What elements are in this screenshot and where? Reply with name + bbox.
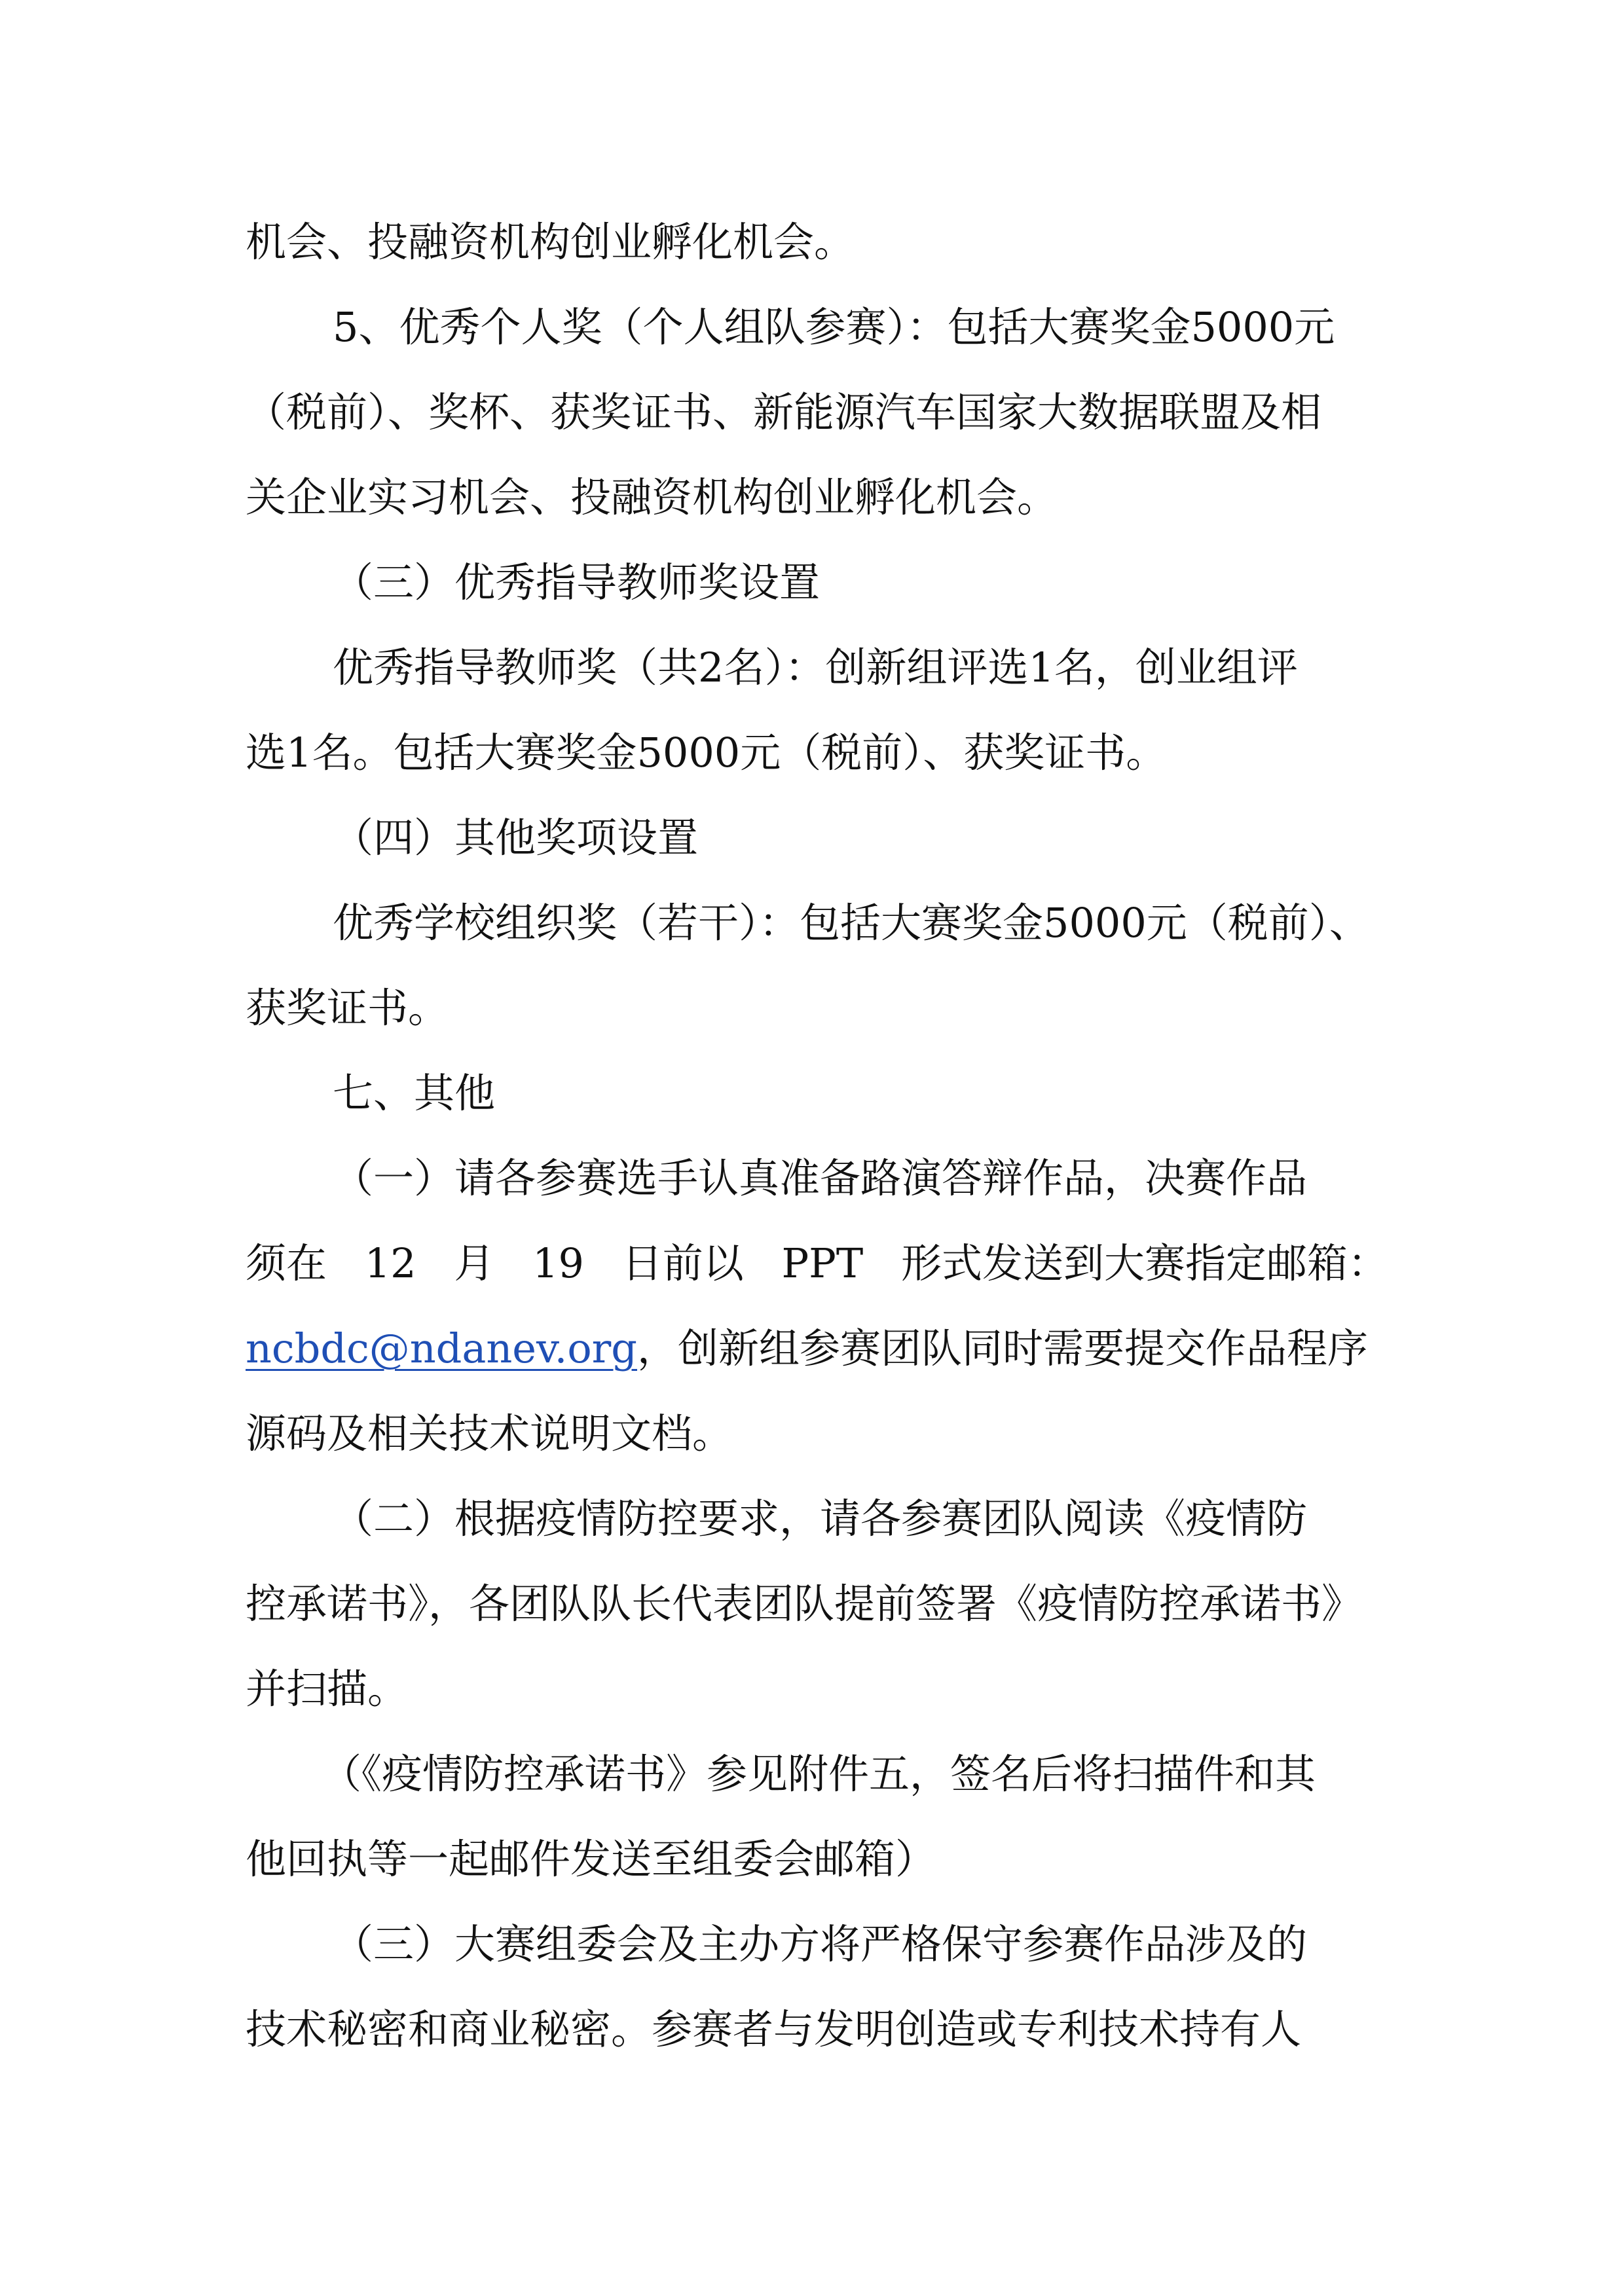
text-line: 控承诺书》，各团队队长代表团队提前签署《疫情防控承诺书》 [246, 1580, 1363, 1628]
email-link[interactable]: ncbdc@ndanev.org [246, 1324, 637, 1372]
text-line: （一）请各参赛选手认真准备路演答辩作品，决赛作品 [333, 1154, 1308, 1202]
text-line: 选1名。包括大赛奖金5000元（税前）、获奖证书。 [246, 729, 1167, 776]
text-segment: 形式发送到大赛指定邮箱： [900, 1239, 1388, 1287]
text-segment: 19 [532, 1239, 584, 1287]
text-segment: 日前以 [621, 1239, 744, 1287]
text-line: （税前）、奖杯、获奖证书、新能源汽车国家大数据联盟及相 [246, 388, 1322, 436]
text-line: 关企业实习机会、投融资机构创业孵化机会。 [246, 473, 1058, 521]
text-line: （三）大赛组委会及主办方将严格保守参赛作品涉及的 [333, 1920, 1308, 1968]
text-line: 技术秘密和商业秘密。参赛者与发明创造或专利技术持有人 [246, 2005, 1302, 2053]
text-line: 并扫描。 [246, 1665, 409, 1713]
text-line: 5、优秀个人奖（个人组队参赛）：包括大赛奖金5000元 [333, 303, 1335, 351]
text-line [246, 1231, 1388, 1296]
text-line [246, 1316, 1388, 1381]
text-line: 优秀指导教师奖（共2名）：创新组评选1名，创业组评 [333, 644, 1298, 691]
text-segment: ，创新组参赛团队同时需要提交作品程序 [637, 1324, 1369, 1372]
text-line: （《疫情防控承诺书》参见附件五，签名后将扫描件和其 [321, 1750, 1316, 1798]
text-line: 源码及相关技术说明文档。 [246, 1410, 733, 1457]
text-segment: 月 [454, 1239, 495, 1287]
text-segment: 须在 [246, 1239, 327, 1287]
section-heading: （三）优秀指导教师奖设置 [333, 558, 821, 606]
section-heading: 七、其他 [333, 1069, 496, 1117]
text-line: 机会、投融资机构创业孵化机会。 [246, 218, 855, 266]
section-heading: （四）其他奖项设置 [333, 814, 699, 862]
text-line: 优秀学校组织奖（若干）：包括大赛奖金5000元（税前）、 [333, 899, 1370, 947]
text-segment: 12 [364, 1239, 416, 1287]
text-segment: PPT [781, 1239, 864, 1287]
text-line: 获奖证书。 [246, 984, 449, 1032]
text-line: 他回执等一起邮件发送至组委会邮箱） [246, 1835, 936, 1883]
text-line: （二）根据疫情防控要求，请各参赛团队阅读《疫情防 [333, 1495, 1308, 1542]
